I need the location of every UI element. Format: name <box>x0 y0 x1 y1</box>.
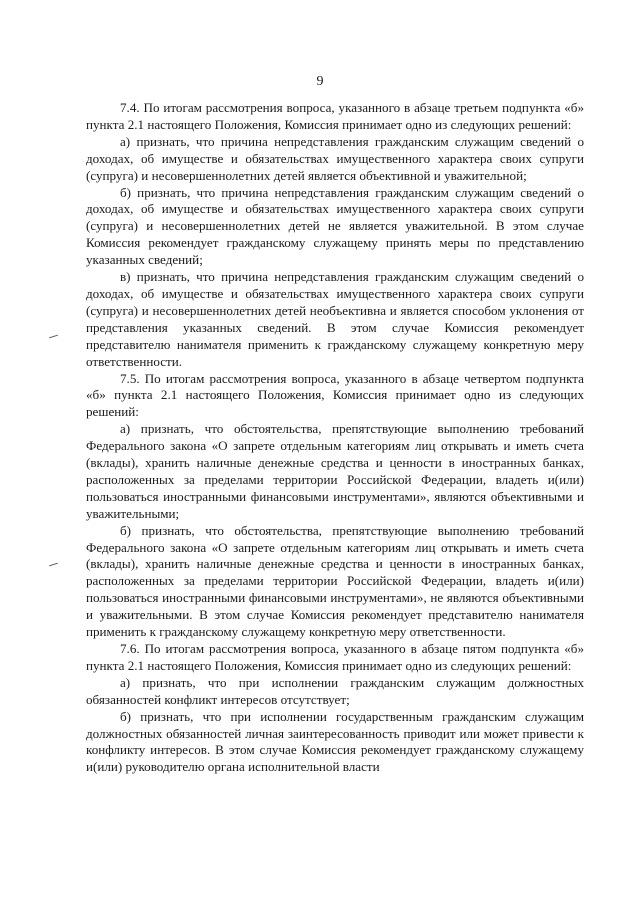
margin-mark <box>49 335 58 339</box>
paragraph-7-6: 7.6. По итогам рассмотрения вопроса, указанного в абзаце пятом подпункта «б» пункта 2.1 настоящего Положения, Комиссия принимает одно из следующих решений: <box>86 641 584 673</box>
paragraph-7-4: 7.4. По итогам рассмотрения вопроса, указанного в абзаце третьем подпункта «б» пункта 2.1 настоящего Положения, Комиссия принимает одно из следующих решений: <box>86 100 584 132</box>
paragraph-7-5: 7.5. По итогам рассмотрения вопроса, указанного в абзаце четвертом подпункта «б» пункта 2.1 настоящего Положения, Комиссия принимает одно из следующих решений: <box>86 370 584 420</box>
paragraph-7-6-b: б) признать, что при исполнении государственным гражданским служащим должностных обязанностей личная заинтересованность приводит или может привести к конфликту интересов. В этом случае Комиссия рекомендует гражданскому служащему и(или) руководителю органа исполнительной власти <box>86 708 584 775</box>
margin-mark <box>49 563 58 567</box>
paragraph-7-4-a: а) признать, что причина непредставления гражданским служащим сведений о доходах, об имуществе и обязательствах имущественного характера своих супруги (супруга) и несовершеннолетних детей является объективной и уважительной; <box>86 133 584 183</box>
paragraph-7-6-a: а) признать, что при исполнении гражданским служащим должностных обязанностей конфликт интересов отсутствует; <box>86 674 584 707</box>
document-body <box>86 100 584 776</box>
paragraph-7-4-c: в) признать, что причина непредставления гражданским служащим сведений о доходах, об имуществе и обязательствах имущественного характера своих супруги (супруга) и несовершеннолетних детей необъективна и является способом уклонения от представления указанных сведений. В этом случае Комиссия рекомендует представителю нанимателя применить к гражданскому служащему конкретную меру ответственности. <box>86 269 584 369</box>
paragraph-7-5-b: б) признать, что обстоятельства, препятствующие выполнению требований Федерального закона «О запрете отдельным категориям лиц открывать и иметь счета (вклады), хранить наличные денежные средства и ценности в иностранных банках, расположенных за пределами территории Российской Федерации, владеть и(или) пользоваться иностранными финансовыми инструментами», не являются объективными и уважительными. В этом случае Комиссия рекомендует представителю нанимателя применить к гражданскому служащему конкретную меру ответственности. <box>86 522 584 640</box>
paragraph-7-5-a: а) признать, что обстоятельства, препятствующие выполнению требований Федерального закона «О запрете отдельным категориям лиц открывать и иметь счета (вклады), хранить наличные денежные средства и ценности в иностранных банках, расположенных за пределами территории Российской Федерации, владеть и(или) пользоваться иностранными финансовыми инструментами», являются объективными и уважительными; <box>86 421 584 521</box>
page-number: 9 <box>316 74 324 89</box>
paragraph-7-4-b: б) признать, что причина непредставления гражданским служащим сведений о доходах, об имуществе и обязательствах имущественного характера своих супруги (супруга) и несовершеннолетних детей не является уважительной. В этом случае Комиссия рекомендует гражданскому служащему принять меры по представлению указанных сведений; <box>86 184 584 268</box>
